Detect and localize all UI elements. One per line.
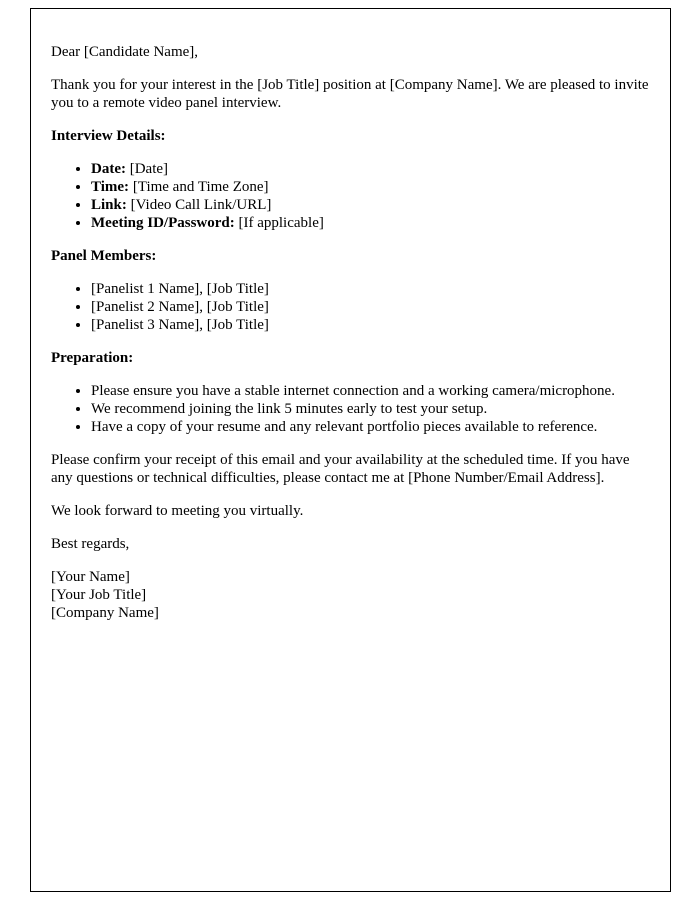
list-item: • Please ensure you have a stable internet connection and a working camera/microphone. [91, 382, 650, 400]
detail-value: [Time and Time Zone] [132, 179, 269, 195]
interview-details-heading: Interview Details: [51, 128, 166, 144]
panel-members-heading: Panel Members: [51, 248, 157, 264]
detail-value: [Video Call Link/URL] [130, 197, 272, 213]
detail-value: [Date] [129, 161, 169, 177]
detail-label: Time: [91, 179, 130, 195]
signature-job-title: [Your Job Title] [51, 587, 147, 603]
detail-label: Date: [91, 161, 126, 177]
list-item: • [Panelist 1 Name], [Job Title] [91, 280, 650, 298]
detail-label: Link: [91, 197, 127, 213]
preparation-heading: Preparation: [51, 350, 134, 366]
list-item: • Have a copy of your resume and any relevant portfolio pieces available to reference. [91, 418, 650, 436]
greeting-line: Dear [Candidate Name], [51, 44, 199, 60]
list-item [91, 214, 650, 232]
preparation-list [51, 382, 650, 436]
letter-page [30, 8, 671, 892]
detail-value: [If applicable] [238, 215, 324, 231]
interview-details-list [51, 160, 650, 232]
sign-off-line: Best regards, [51, 536, 130, 552]
list-item [91, 196, 650, 214]
list-item: • We recommend joining the link 5 minutes early to test your setup. [91, 400, 650, 418]
signature-company: [Company Name] [51, 605, 159, 621]
list-item [91, 160, 650, 178]
signature-block [51, 568, 650, 622]
panel-members-list [51, 280, 650, 334]
closing-line: We look forward to meeting you virtually. [51, 503, 304, 519]
intro-paragraph: Thank you for your interest in the [Job Title] position at [Company Name]. We are pleased to invite you to a remote video panel interview. [51, 77, 649, 111]
detail-label: Meeting ID/Password: [91, 215, 235, 231]
list-item: • [Panelist 2 Name], [Job Title] [91, 298, 650, 316]
signature-name: [Your Name] [51, 569, 130, 585]
list-item [91, 178, 650, 196]
list-item: • [Panelist 3 Name], [Job Title] [91, 316, 650, 334]
confirmation-paragraph: Please confirm your receipt of this email and your availability at the scheduled time. If you have any questions or technical difficulties, please contact me at [Phone Number/Email Address]. [51, 452, 630, 486]
